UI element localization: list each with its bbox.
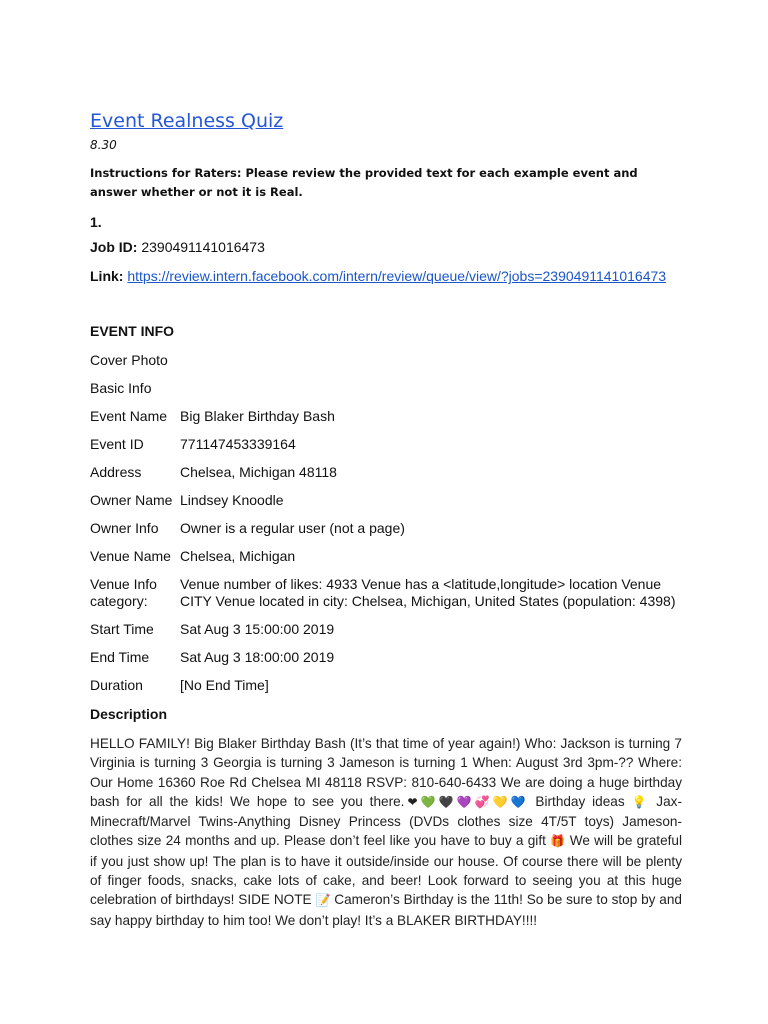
job-id-line bbox=[90, 239, 265, 255]
gift-emoji-icon: 🎁 bbox=[550, 834, 566, 849]
field-key: Event ID bbox=[90, 436, 144, 452]
field-value: [No End Time] bbox=[180, 677, 269, 693]
field-key: Owner Info bbox=[90, 520, 159, 536]
document-title: Event Realness Quiz bbox=[90, 110, 284, 132]
field-value: Sat Aug 3 15:00:00 2019 bbox=[180, 621, 335, 637]
link-label: Link: bbox=[90, 268, 124, 284]
field-key: Venue Name bbox=[90, 548, 171, 564]
review-link[interactable]: https://review.intern.facebook.com/intern/review/queue/view/?jobs=2390491141016473 bbox=[127, 268, 667, 284]
question-number: 1. bbox=[90, 214, 102, 230]
job-id-label: Job ID: bbox=[90, 239, 138, 255]
field-key: End Time bbox=[90, 649, 150, 665]
basic-info-label: Basic Info bbox=[90, 380, 152, 396]
field-value: Venue number of likes: 4933 Venue has a <latitude,longitude> location Venue CITY Venue located in city: Chelsea, Michigan, United States (population: 4398) bbox=[180, 576, 676, 609]
lightbulb-emoji-icon: 💡 bbox=[631, 794, 650, 809]
event-info-heading: EVENT INFO bbox=[90, 323, 175, 339]
field-key: Duration bbox=[90, 677, 143, 693]
description-heading: Description bbox=[90, 706, 168, 722]
cover-photo-label: Cover Photo bbox=[90, 352, 168, 368]
field-key: Venue Info category: bbox=[90, 576, 157, 609]
field-value: Lindsey Knoodle bbox=[180, 492, 284, 508]
field-value: Chelsea, Michigan bbox=[180, 548, 296, 564]
field-key: Address bbox=[90, 464, 142, 480]
field-value: Chelsea, Michigan 48118 bbox=[180, 464, 337, 480]
field-value: Owner is a regular user (not a page) bbox=[180, 520, 405, 536]
field-value: 771147453339164 bbox=[180, 436, 296, 452]
link-line bbox=[90, 268, 666, 284]
field-key: Owner Name bbox=[90, 492, 173, 508]
rater-instructions: Instructions for Raters: Please review the provided text for each example event and answer whether or not it is Real. bbox=[90, 166, 638, 199]
field-key: Event Name bbox=[90, 408, 168, 424]
job-id-value: 2390491141016473 bbox=[141, 239, 265, 255]
memo-emoji-icon: 📝 bbox=[315, 893, 331, 908]
document-date: 8.30 bbox=[90, 138, 117, 152]
field-key: Start Time bbox=[90, 621, 154, 637]
field-value: Big Blaker Birthday Bash bbox=[180, 408, 335, 424]
hearts-emoji-icon: ❤💚🖤💜💞💛💙 bbox=[404, 794, 529, 809]
field-value: Sat Aug 3 18:00:00 2019 bbox=[180, 649, 335, 665]
description-body: HELLO FAMILY! Big Blaker Birthday Bash (It’s that time of year again!) Who: Jackson is turning 7 Virginia is turning 3 Georgia is turning 3 Jameson is turning 1 When: August 3rd 3pm-?? Where: Our Home 16360 Roe Rd Chelsea MI 48118 RSVP: 810-640-6433 We are doing a huge birthday bash for all the kids! We hope to see you there.❤💚🖤💜💞💛💙 Birthday ideas 💡 Jax- Minecraft/Marvel Twins-Anything Disney Princess (DVDs clothes size 4T/5T toys) Jameson- clothes size 24 months and up. Please don’t feel like you have to buy a gift 🎁 We will be grateful if you just show up! The plan is to have it outside/inside our house. Of course there will be plenty of finger foods, snacks, cake lots of cake, and beer! Look forward to seeing you at this huge celebration of birthdays! SIDE NOTE 📝 Cameron’s Birthday is the 11th! So be sure to stop by and say happy birthday to him too! We don’t play! It’s a BLAKER BIRTHDAY!!!! bbox=[90, 736, 683, 928]
